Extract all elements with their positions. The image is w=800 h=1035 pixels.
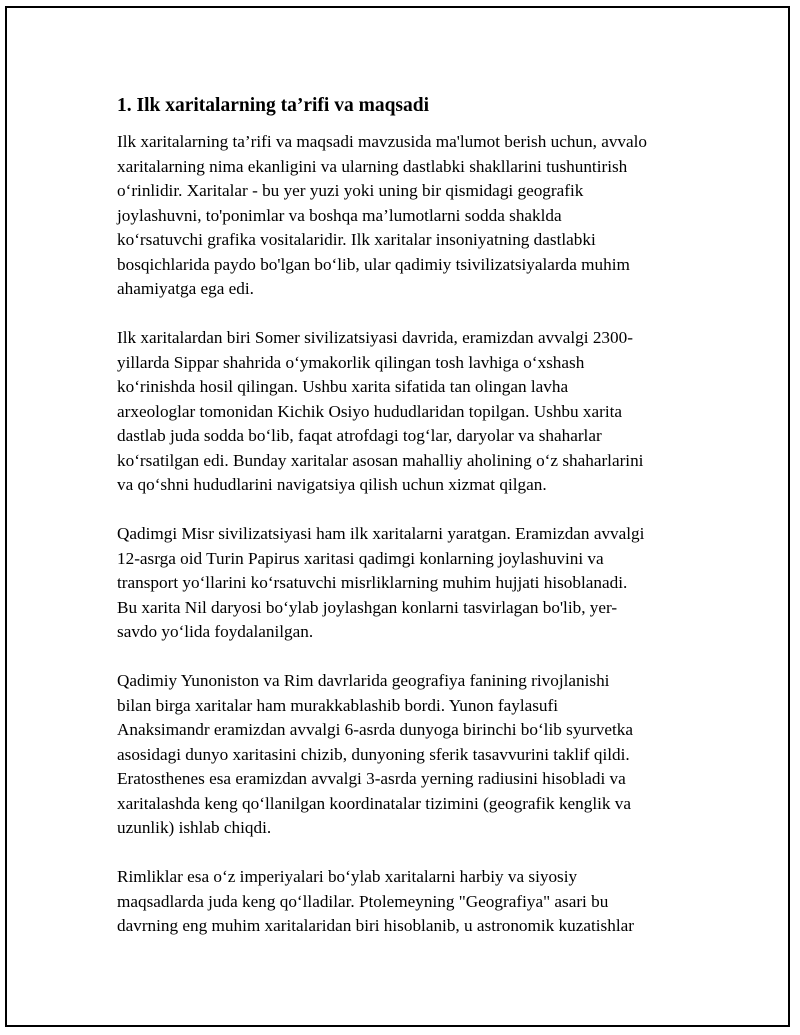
text-line: xaritalashda keng qo‘llanilgan koordinatalar tizimini (geografik kenglik va [117,793,632,813]
text-line: asosidagi dunyo xaritasini chizib, dunyoning sferik tasavvurini taklif qildi. [117,744,630,764]
text-line: dastlab juda sodda bo‘lib, faqat atrofdagi tog‘lar, daryolar va shaharlar [117,426,602,445]
paragraph-4 [117,669,677,841]
text-line: Ilk xaritalarning ta’rifi va maqsadi mavzusida ma'lumot berish uchun, avvalo [117,132,648,151]
text-line: ko‘rsatilgan edi. Bunday xaritalar asosan mahalliy aholining o‘z shaharlarini [117,450,644,470]
text-line: uzunlik) ishlab chiqdi. [117,818,272,837]
text-line: ko‘rsatuvchi grafika vositalaridir. Ilk xaritalar insoniyatning dastlabki [117,230,596,249]
text-line: savdo yo‘lida foydalanilgan. [117,622,314,641]
text-line: joylashuvni, to'ponimlar va boshqa ma’lumotlarni sodda shaklda [117,205,562,225]
paragraph-5 [117,865,677,939]
paragraph-3 [117,522,677,645]
text-line: 12-asrga oid Turin Papirus xaritasi qadimgi konlarning joylashuvini va [117,548,604,568]
text-line: xaritalarning nima ekanligini va ularning dastlabki shakllarini tushuntirish [117,156,628,176]
text-line: arxeologlar tomonidan Kichik Osiyo hududlaridan topilgan. Ushbu xarita [117,401,623,421]
text-line: yillarda Sippar shahrida o‘ymakorlik qilingan tosh lavhiga o‘xshash [117,352,585,372]
text-line: bilan birga xaritalar ham murakkablashib bordi. Yunon faylasufi [117,695,559,715]
text-line: va qo‘shni hududlarini navigatsiya qilish uchun xizmat qilgan. [117,475,547,494]
section-heading: 1. Ilk xaritalarning ta’rifi va maqsadi [117,95,430,116]
text-line: ko‘rinishda hosil qilingan. Ushbu xarita sifatida tan olingan lavha [117,377,569,396]
text-line: Ilk xaritalardan biri Somer sivilizatsiyasi davrida, eramizdan avvalgi 2300- [117,328,633,347]
text-line: Eratosthenes esa eramizdan avvalgi 3-asrda yerning radiusini hisobladi va [117,769,626,788]
paragraph-1 [117,130,677,302]
text-line: Anaksimandr eramizdan avvalgi 6-asrda dunyoga birinchi bo‘lib syurvetka [117,720,633,739]
text-line: Qadimiy Yunoniston va Rim davrlarida geografiya fanining rivojlanishi [117,671,610,690]
text-line: o‘rinlidir. Xaritalar - bu yer yuzi yoki uning bir qismidagi geografik [117,181,584,200]
text-line: Qadimgi Misr sivilizatsiyasi ham ilk xaritalarni yaratgan. Eramizdan avvalgi [117,524,645,543]
text-line: transport yo‘llarini ko‘rsatuvchi misrliklarning muhim hujjati hisoblanadi. [117,573,628,592]
paragraph-2 [117,326,677,498]
text-line: ahamiyatga ega edi. [117,279,254,298]
text-line: Bu xarita Nil daryosi bo‘ylab joylashgan konlarni tasvirlagan bo'lib, yer- [117,597,618,617]
document-body [117,94,677,963]
text-line: davrning eng muhim xaritalaridan biri hisoblanib, u astronomik kuzatishlar [117,916,634,935]
text-line: maqsadlarda juda keng qo‘lladilar. Ptolemeyning "Geografiya" asari bu [117,891,609,911]
text-line: Rimliklar esa o‘z imperiyalari bo‘ylab xaritalarni harbiy va siyosiy [117,867,578,886]
text-line: bosqichlarida paydo bo'lgan bo‘lib, ular qadimiy tsivilizatsiyalarda muhim [117,254,630,274]
